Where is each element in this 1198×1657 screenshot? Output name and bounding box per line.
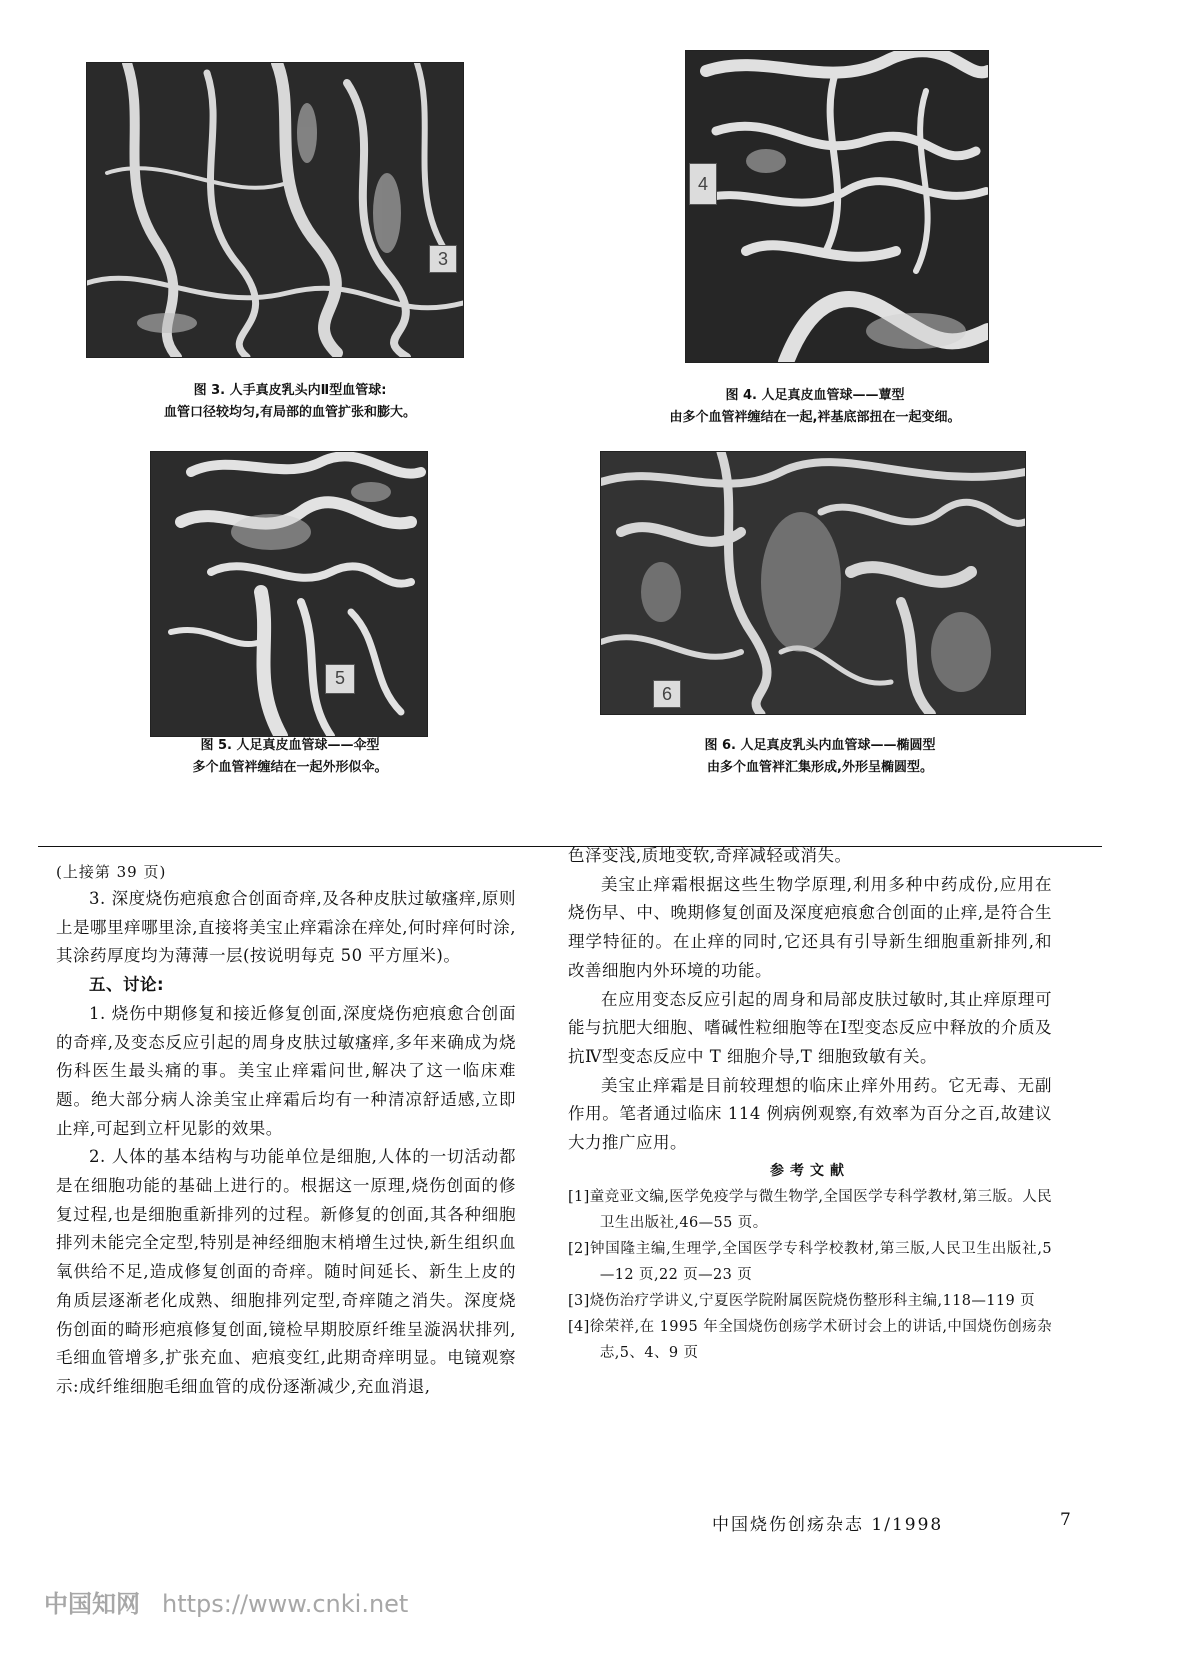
references-heading: 参考文献	[770, 1162, 850, 1179]
figure-5-caption	[120, 735, 460, 779]
continued-note: (上接第 39 页)	[56, 863, 167, 881]
right-paragraph-3: 美宝止痒霜是目前较理想的临床止痒外用药。它无毒、无副作用。笔者通过临床 114 例病例观察,有效率为百分之百,故建议大力推广应用。	[568, 1075, 1052, 1153]
figure-6-number: 6	[653, 680, 681, 708]
reference-item: [3]烧伤治疗学讲义,宁夏医学院附属医院烧伤整形科主编,118—119 页	[568, 1292, 1036, 1309]
watermark-site-name: 中国知网	[44, 1590, 140, 1618]
right-text-column	[568, 842, 1052, 1366]
figure-3-image	[86, 62, 464, 358]
figure-5-caption-line1: 图 5. 人足真皮血管球——伞型	[200, 738, 380, 753]
figure-4-image	[685, 50, 989, 363]
discussion-heading: 五、讨论:	[89, 975, 165, 995]
right-paragraph-1: 美宝止痒霜根据这些生物学原理,利用多种中药成份,应用在烧伤早、中、晚期修复创面及深度疤痕愈合创面的止痒,是符合生理学特征的。在止痒的同时,它还具有引导新生细胞重新排列,和改善细胞内外环境的功能。	[568, 874, 1052, 980]
figure-3-caption-line2: 血管口径较均匀,有局部的血管扩张和膨大。	[164, 405, 416, 420]
figure-6-caption-line2: 由多个血管袢汇集形成,外形呈椭圆型。	[707, 760, 933, 775]
journal-footer: 中国烧伤创疡杂志 1/1998	[712, 1515, 944, 1535]
reference-item: [2]钟国隆主编,生理学,全国医学专科学校教材,第三版,人民卫生出版社,5—12 页,22 页—23 页	[568, 1240, 1052, 1283]
figure-4-number: 4	[689, 163, 717, 205]
figure-4-caption	[600, 385, 1030, 429]
figure-6-caption	[640, 735, 1000, 779]
figure-5-number: 5	[325, 664, 355, 694]
figure-4-caption-line1: 图 4. 人足真皮血管球——蕈型	[725, 388, 905, 403]
left-paragraph-2: 1. 烧伤中期修复和接近修复创面,深度烧伤疤痕愈合创面的奇痒,及变态反应引起的周身皮肤过敏瘙痒,多年来确成为烧伤科医生最头痛的事。美宝止痒霜问世,解决了这一临床难题。绝大部分病人涂美宝止痒霜后均有一种清凉舒适感,立即止痒,可起到立杆见影的效果。	[56, 1003, 516, 1138]
right-paragraph-0: 色泽变浅,质地变软,奇痒减轻或消失。	[568, 846, 852, 865]
figure-6-caption-line1: 图 6. 人足真皮乳头内血管球——椭圆型	[704, 738, 936, 753]
reference-item: [1]童竞亚文编,医学免疫学与微生物学,全国医学专科学教材,第三版。人民卫生出版社,46—55 页。	[568, 1188, 1052, 1231]
left-paragraph-1: 3. 深度烧伤疤痕愈合创面奇痒,及各种皮肤过敏瘙痒,原则上是哪里痒哪里涂,直接将美宝止痒霜涂在痒处,何时痒何时涂,其涂药厚度均为薄薄一层(按说明每克 50 平方厘米)。	[56, 889, 516, 966]
left-text-column	[56, 885, 516, 1402]
figure-3-caption	[120, 380, 460, 424]
left-paragraph-3: 2. 人体的基本结构与功能单位是细胞,人体的一切活动都是在细胞功能的基础上进行的。根据这一原理,烧伤创面的修复过程,也是细胞重新排列的过程。新修复的创面,其各种细胞排列未能完全定型,特别是神经细胞末梢增生过快,新生组织血氧供给不足,造成修复创面的奇痒。随时间延长、新生上皮的角质层逐渐老化成熟、细胞排列定型,奇痒随之消失。深度烧伤创面的畸形疤痕修复创面,镜检早期胶原纤维呈漩涡状排列,毛细血管增多,扩张充血、疤痕变红,此期奇痒明显。电镜观察示:成纤维细胞毛细血管的成份逐渐减少,充血消退,	[56, 1147, 516, 1396]
figure-4-caption-line2: 由多个血管袢缠结在一起,袢基底部扭在一起变细。	[669, 410, 961, 425]
cnki-watermark	[44, 1584, 408, 1619]
page-number: 7	[1060, 1510, 1071, 1530]
figure-5-image	[150, 451, 428, 737]
watermark-url: https://www.cnki.net	[162, 1590, 409, 1618]
figure-3-caption-line1: 图 3. 人手真皮乳头内Ⅱ型血管球:	[193, 383, 387, 398]
reference-item: [4]徐荣祥,在 1995 年全国烧伤创疡学术研讨会上的讲话,中国烧伤创疡杂志,5、4、9 页	[568, 1318, 1052, 1361]
right-paragraph-2: 在应用变态反应引起的周身和局部皮肤过敏时,其止痒原理可能与抗肥大细胞、嗜碱性粒细胞等在Ⅰ型变态反应中释放的介质及抗Ⅳ型变态反应中 T 细胞介导,T 细胞致敏有关。	[568, 989, 1052, 1066]
figure-6-image	[600, 451, 1026, 715]
figure-5-caption-line2: 多个血管袢缠结在一起外形似伞。	[192, 760, 388, 775]
figure-3-number: 3	[429, 245, 457, 273]
